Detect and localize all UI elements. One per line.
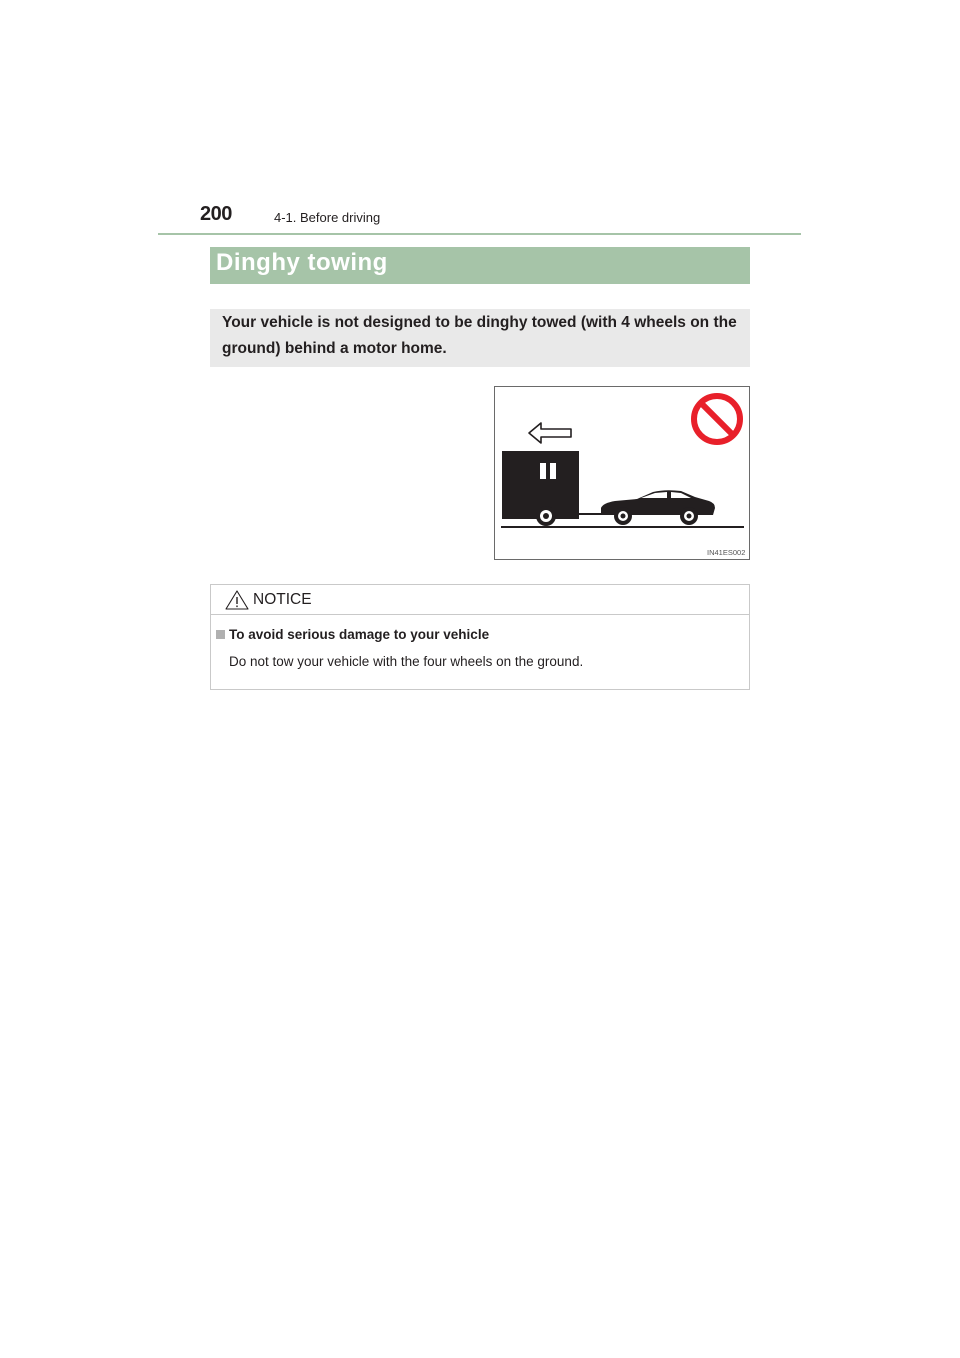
intro-text: Your vehicle is not designed to be dinghy towed (with 4 wheels on the ground) behind a motor home. bbox=[222, 314, 737, 357]
figure-code: IN41ES002 bbox=[707, 548, 746, 557]
arrow-left-icon bbox=[529, 423, 571, 443]
prohibited-icon bbox=[694, 396, 740, 442]
motor-home-icon bbox=[502, 451, 603, 526]
towing-illustration bbox=[494, 386, 750, 560]
page-title: Dinghy towing bbox=[216, 249, 388, 276]
notice-box bbox=[210, 584, 750, 690]
notice-body: Do not tow your vehicle with the four wheels on the ground. bbox=[229, 654, 584, 669]
notice-label: NOTICE bbox=[253, 591, 312, 608]
warning-triangle-icon bbox=[225, 590, 249, 610]
title-bar bbox=[210, 247, 750, 284]
car-icon bbox=[601, 490, 715, 525]
section-title: 4-1. Before driving bbox=[274, 210, 381, 225]
notice-header bbox=[211, 585, 749, 615]
intro-box bbox=[210, 309, 750, 367]
notice-subheading: To avoid serious damage to your vehicle bbox=[229, 627, 490, 642]
page-number: 200 bbox=[200, 203, 232, 225]
header-divider bbox=[158, 233, 801, 235]
bullet-square-icon bbox=[216, 630, 225, 639]
